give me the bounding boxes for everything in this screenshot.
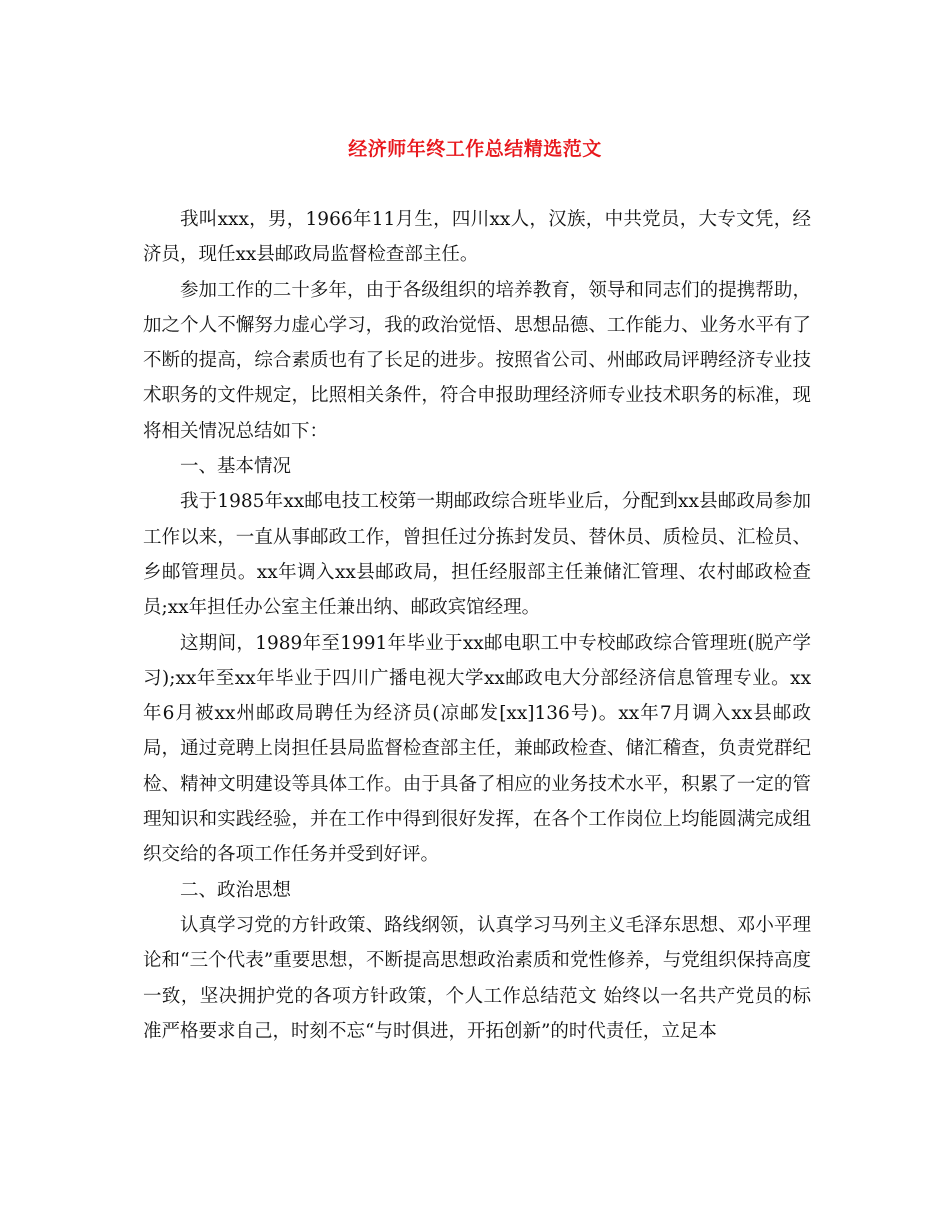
paragraph-work-history: 我于1985年xx邮电技工校第一期邮政综合班毕业后，分配到xx县邮政局参加工作以来，一直从事邮政工作，曾担任过分拣封发员、替休员、质检员、汇检员、乡邮管理员。xx年调入xx县邮政局，担任经服部主任兼储汇管理、农村邮政检查员;xx年担任办公室主任兼出纳、邮政宾馆经理。 [143,491,811,619]
section-heading-political-thought: 二、政治思想 [180,879,292,901]
section-heading-basic-info: 一、基本情况 [180,456,292,478]
document-title: 经济师年终工作总结精选范文 [348,138,602,160]
document-body [143,202,811,1049]
paragraph-overview: 参加工作的二十多年，由于各级组织的培养教育，领导和同志们的提携帮助，加之个人不懈努力虚心学习，我的政治觉悟、思想品德、工作能力、业务水平有了不断的提高，综合素质也有了长足的进步。按照省公司、州邮政局评聘经济专业技术职务的文件规定，比照相关条件，符合申报助理经济师专业技术职务的标准，现将相关情况总结如下： [143,279,811,442]
paragraph-political-study: 认真学习党的方针政策、路线纲领，认真学习马列主义毛泽东思想、邓小平理论和“三个代表”重要思想，不断提高思想政治素质和党性修养，与党组织保持高度一致，坚决拥护党的各项方针政策，个人工作总结范文 始终以一名共产党员的标准严格要求自己，时刻不忘“与时俱进，开拓创新”的时代责任，立足本 [143,914,811,1042]
paragraph-education-history: 这期间，1989年至1991年毕业于xx邮电职工中专校邮政综合管理班(脱产学习);xx年至xx年毕业于四川广播电视大学xx邮政电大分部经济信息管理专业。xx年6月被xx州邮政局聘任为经济员(凉邮发[xx]136号)。xx年7月调入xx县邮政局，通过竞聘上岗担任县局监督检查部主任，兼邮政检查、储汇稽查，负责党群纪检、精神文明建设等具体工作。由于具备了相应的业务技术水平，积累了一定的管理知识和实践经验，并在工作中得到很好发挥，在各个工作岗位上均能圆满完成组织交给的各项工作任务并受到好评。 [143,632,811,866]
paragraph-intro: 我叫xxx，男，1966年11月生，四川xx人，汉族，中共党员，大专文凭，经济员，现任xx县邮政局监督检查部主任。 [143,209,811,266]
